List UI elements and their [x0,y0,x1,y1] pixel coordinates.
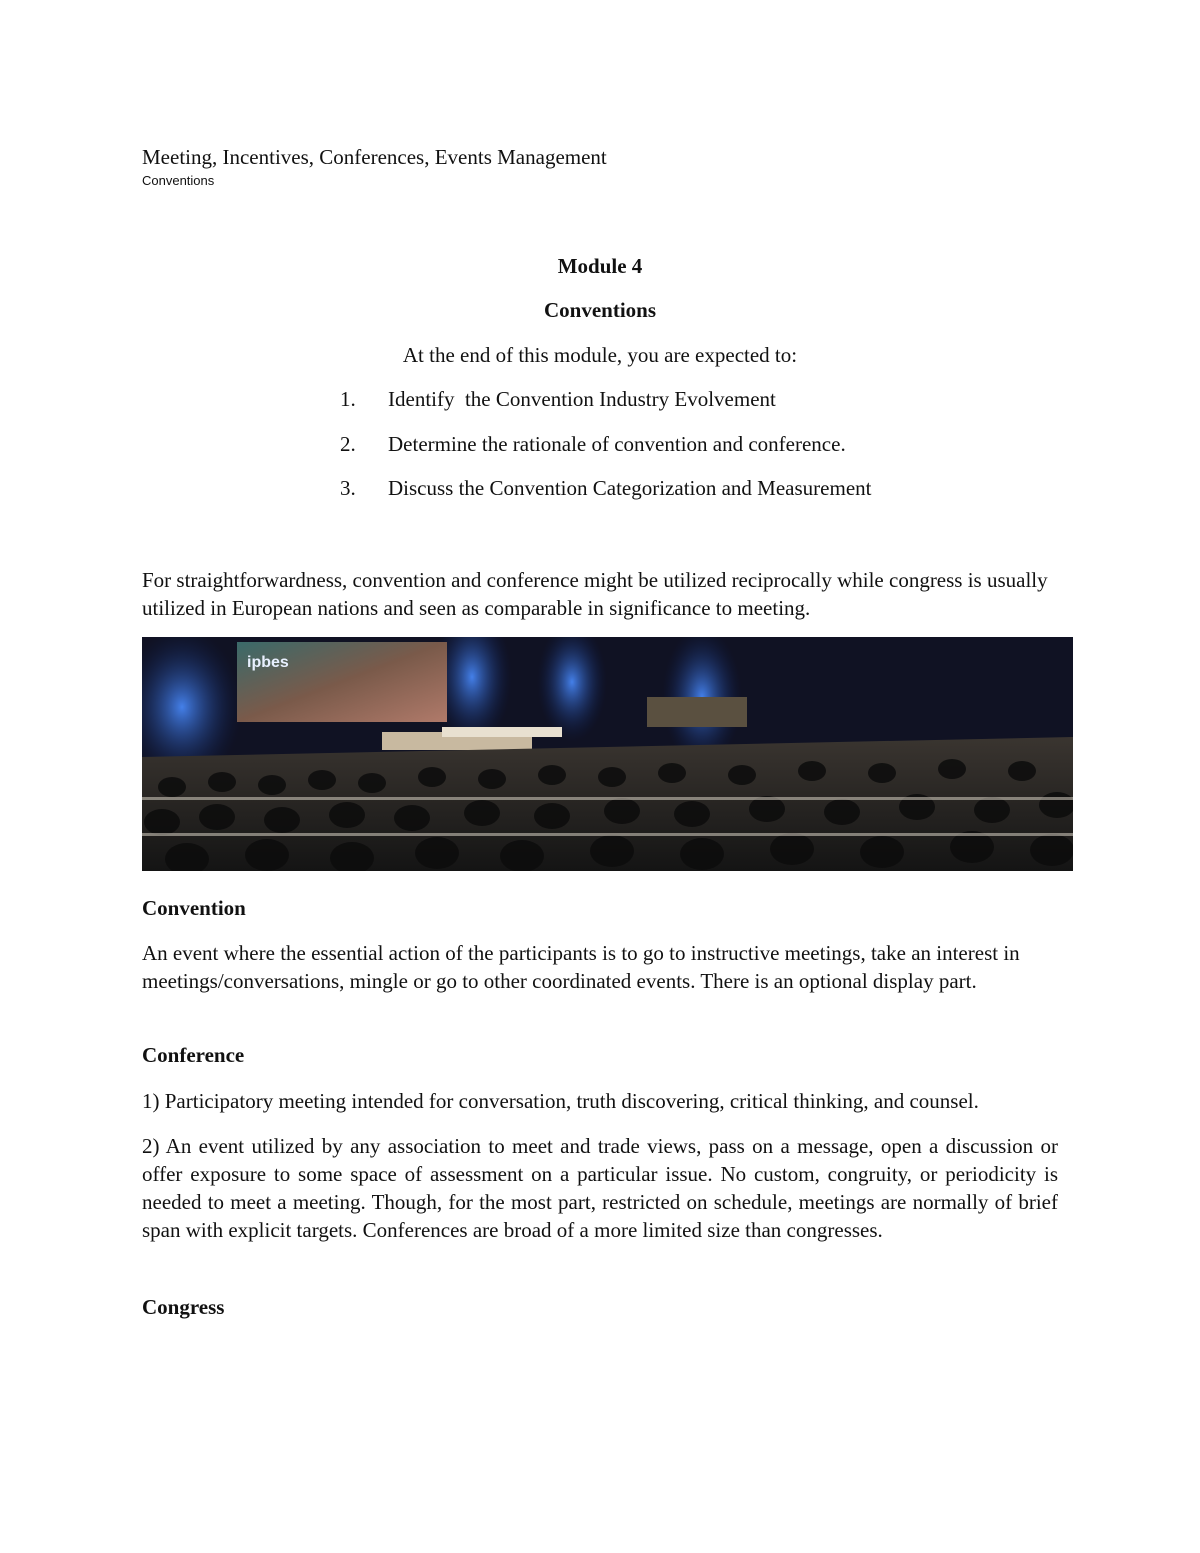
congress-heading: Congress [142,1295,225,1319]
objective-number: 2. [340,431,356,456]
learning-objectives-list [340,387,871,521]
module-title-heading: Conventions [543,298,657,322]
document-header-subtitle: Conventions [142,173,215,188]
objective-text: Discuss the Convention Categorization and Measurement [388,476,872,500]
objective-item [340,432,871,477]
screen-logo-text: ipbes [247,654,289,671]
document-header-title: Meeting, Incentives, Conferences, Events Management [142,145,607,169]
conference-point-1: 1) Participatory meeting intended for conversation, truth discovering, critical thinking, and counsel. [142,1089,979,1113]
conference-point-2: 2) An event utilized by any association to meet and trade views, pass on a message, open a discussion or offer exposure to some space of assessment on a particular issue. No custom, congruity, or periodicity is needed to meet a meeting. Though, for the most part, restricted on schedule, meetings are normally of brief span with explicit targets. Conferences are broad of a more limited size than congresses. [142,1134,1058,1242]
objective-text: Determine the rationale of convention and conference. [388,431,846,456]
conference-heading: Conference [142,1043,245,1067]
convention-definition: An event where the essential action of the participants is to go to instructive meetings, take an interest in meetings/conversations, mingle or go to other coordinated events. There is an optional display part. [142,941,1020,993]
module-intro-text: At the end of this module, you are expected to: [402,343,798,367]
objective-number: 1. [340,387,356,411]
objective-item [340,387,871,432]
module-number-heading: Module 4 [557,254,643,278]
objective-text: Identify the Convention Industry Evolvement [388,387,776,411]
objective-item [340,476,871,521]
objective-number: 3. [340,476,356,500]
convention-heading: Convention [142,896,246,920]
conference-hall-photo [142,637,1073,871]
opening-paragraph: For straightforwardness, convention and conference might be utilized reciprocally while congress is usually utilized in European nations and seen as comparable in significance to meeting. [142,568,1048,620]
